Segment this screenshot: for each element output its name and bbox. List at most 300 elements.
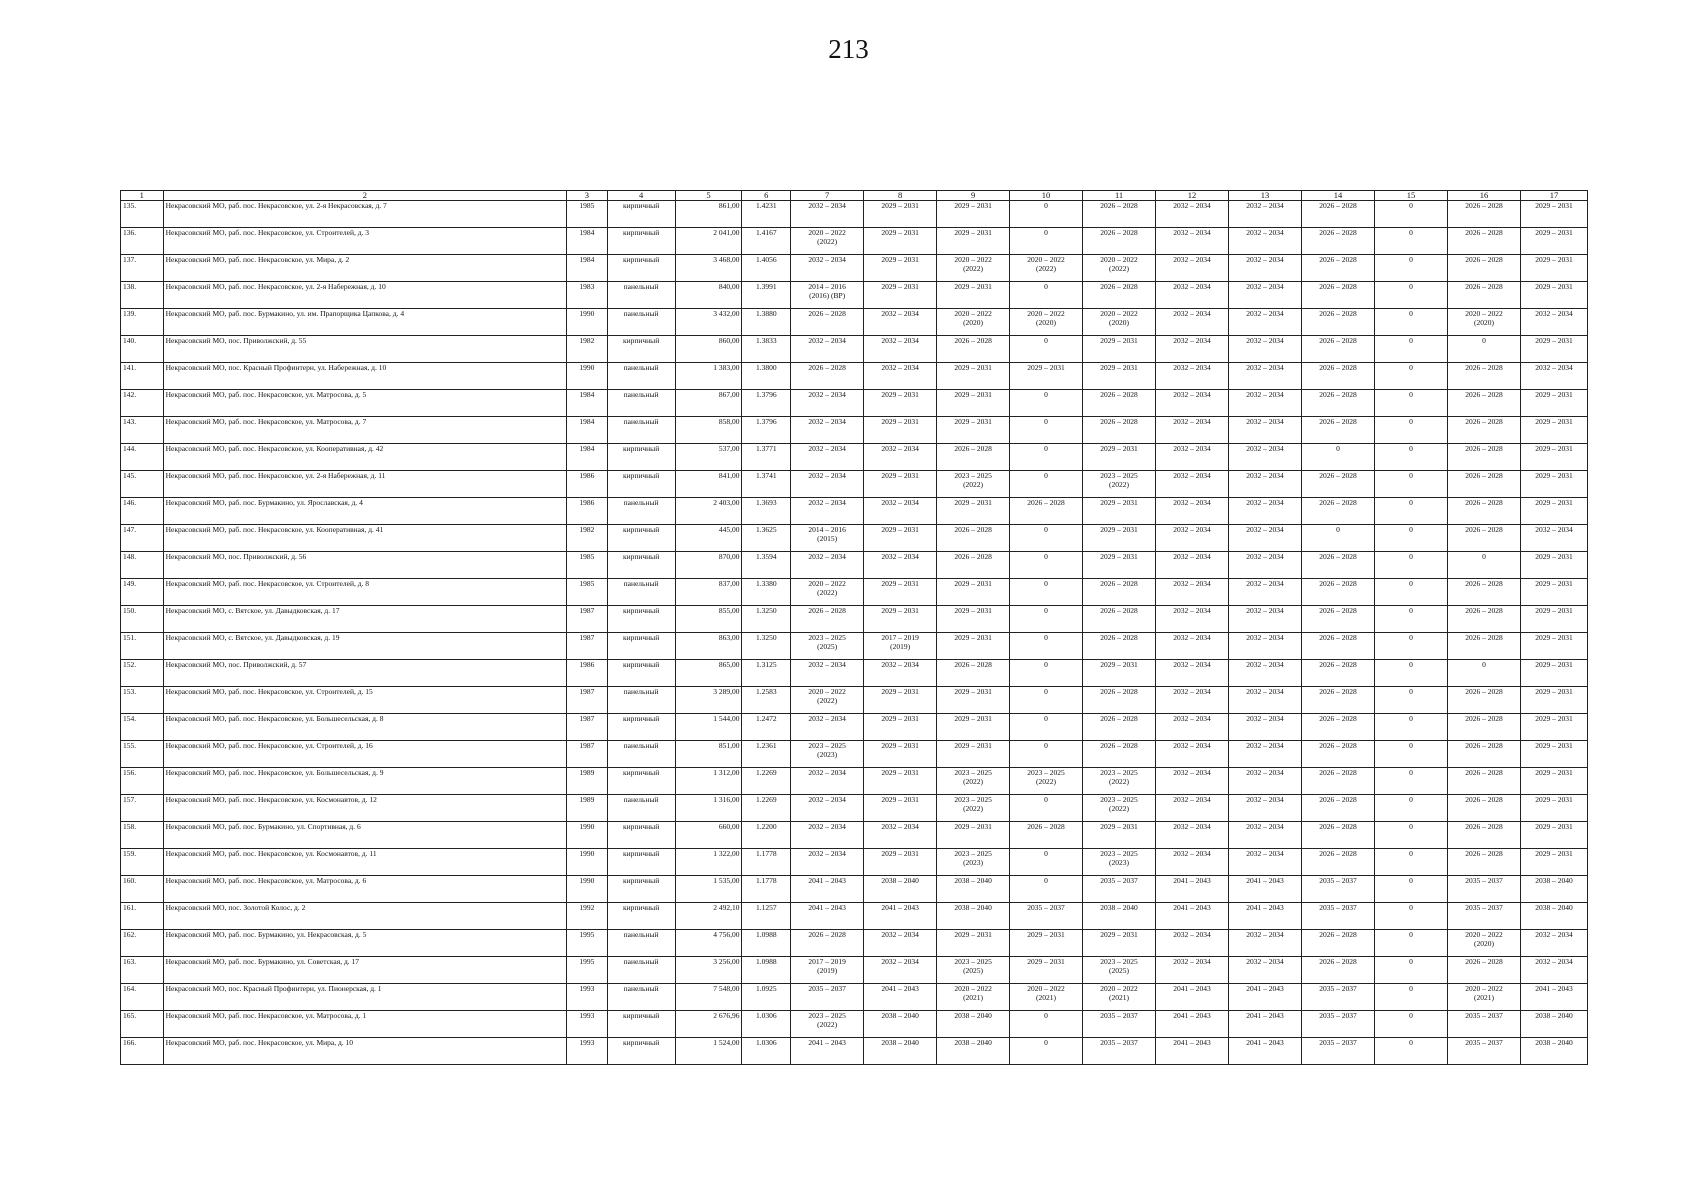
cell-text: Некрасовский МО, раб. пос. Некрасовское, ул. Строителей, д. 8 [165, 579, 370, 588]
table-cell [675, 633, 742, 660]
cell-text: 2032 – 2034 [1246, 336, 1284, 345]
table-cell [1083, 687, 1156, 714]
table-cell [1447, 903, 1520, 930]
table-cell [1520, 876, 1587, 903]
table-cell [1083, 822, 1156, 849]
table-cell [1156, 957, 1229, 984]
table-cell [1156, 687, 1229, 714]
cell-text: Некрасовский МО, раб. пос. Некрасовское, ул. Матросова, д. 6 [165, 876, 367, 885]
cell-text: 2041 – 2043 [1246, 903, 1284, 912]
cell-text: 2032 – 2034 [1173, 579, 1211, 588]
cell-text: 2029 – 2031 [954, 228, 992, 237]
row-number-cell [121, 201, 164, 228]
table-cell [1229, 525, 1302, 552]
cell-text: 2035 – 2037 [1319, 903, 1357, 912]
cell-text: 2032 – 2034 [1535, 363, 1573, 372]
table-cell [1520, 687, 1587, 714]
cell-text: 2032 – 2034 [1173, 201, 1211, 210]
row-number-cell [121, 957, 164, 984]
cell-text: 1.2472 [755, 714, 777, 723]
row-number-cell [121, 309, 164, 336]
cell-text: 2038 – 2040 [881, 1038, 919, 1047]
cell-text: 2026 – 2028 [1465, 822, 1503, 831]
table-cell [607, 633, 675, 660]
cell-text: 2026 – 2028 [1319, 309, 1357, 318]
column-header: 8 [864, 191, 937, 201]
row-number-cell [121, 795, 164, 822]
cell-text: 2032 – 2034 [1246, 498, 1284, 507]
table-cell [864, 984, 937, 1011]
cell-text: 2026 – 2028 [1319, 579, 1357, 588]
table-cell [864, 390, 937, 417]
table-cell [1156, 201, 1229, 228]
cell-text: 3 432,00 [713, 309, 740, 318]
table-cell [742, 795, 791, 822]
cell-text: 2029 – 2031 [1535, 660, 1573, 669]
table-cell [864, 957, 937, 984]
table-row [121, 471, 1588, 498]
cell-text: 2029 – 2031 [1535, 687, 1573, 696]
table-cell [1302, 1038, 1375, 1065]
cell-text: 2026 – 2028 [1465, 498, 1503, 507]
cell-text: 2032 – 2034 [808, 768, 846, 777]
cell-text: 2041 – 2043 [1246, 1038, 1284, 1047]
cell-text: 2026 – 2028 [1319, 336, 1357, 345]
table-cell [742, 309, 791, 336]
cell-text: кирпичный [622, 336, 660, 345]
table-cell [742, 984, 791, 1011]
table-cell [1010, 984, 1083, 1011]
cell-text: 142. [123, 390, 137, 399]
table-cell [937, 336, 1010, 363]
table-cell [937, 714, 1010, 741]
cell-text: 1993 [579, 1011, 595, 1020]
cell-text: 2020 – 2022 (2022) [808, 228, 846, 246]
cell-text: 2038 – 2040 [954, 876, 992, 885]
table-row [121, 309, 1588, 336]
table-cell [1156, 498, 1229, 525]
cell-text: 162. [123, 930, 137, 939]
table-cell [675, 309, 742, 336]
cell-text: 164. [123, 984, 137, 993]
table-cell [675, 255, 742, 282]
cell-text: 7 548,00 [713, 984, 740, 993]
cell-text: 2038 – 2040 [1535, 876, 1573, 885]
cell-text: 147. [123, 525, 137, 534]
table-cell [791, 1038, 864, 1065]
column-header: 3 [567, 191, 608, 201]
cell-text: 0 [1409, 471, 1413, 480]
cell-text: 0 [1409, 903, 1413, 912]
cell-text: 2038 – 2040 [954, 903, 992, 912]
cell-text: 0 [1482, 660, 1486, 669]
cell-text: 0 [1044, 1011, 1048, 1020]
table-cell [937, 282, 1010, 309]
table-cell [1447, 444, 1520, 471]
table-cell [1520, 984, 1587, 1011]
table-row [121, 714, 1588, 741]
table-cell [1447, 984, 1520, 1011]
cell-text: Некрасовский МО, пос. Красный Профинтерн, ул. Набережная, д. 10 [165, 363, 387, 372]
table-cell [937, 417, 1010, 444]
cell-text: 2023 – 2025 (2022) [954, 768, 992, 786]
cell-text: Некрасовский МО, раб. пос. Некрасовское, ул. 2-я Некрасовская, д. 7 [165, 201, 387, 210]
table-cell [675, 363, 742, 390]
cell-text: 2026 – 2028 [1465, 714, 1503, 723]
cell-text: 2026 – 2028 [1100, 741, 1138, 750]
cell-text: 2029 – 2031 [1535, 255, 1573, 264]
cell-text: 1.3771 [755, 444, 777, 453]
cell-text: 2038 – 2040 [954, 1011, 992, 1020]
row-number-cell [121, 336, 164, 363]
cell-text: 867,00 [718, 390, 740, 399]
cell-text: 2032 – 2034 [1246, 201, 1284, 210]
cell-text: 2 492,10 [713, 903, 740, 912]
row-number-cell [121, 552, 164, 579]
table-cell [1229, 363, 1302, 390]
cell-text: 2032 – 2034 [881, 930, 919, 939]
address-cell [163, 633, 567, 660]
table-cell [937, 390, 1010, 417]
cell-text: 2023 – 2025 (2022) [1100, 471, 1138, 489]
table-cell [1010, 417, 1083, 444]
cell-text: 1990 [579, 876, 595, 885]
table-cell [567, 660, 608, 687]
table-cell [1229, 228, 1302, 255]
table-cell [937, 363, 1010, 390]
row-number-cell [121, 525, 164, 552]
cell-text: 2026 – 2028 [1319, 228, 1357, 237]
cell-text: 2032 – 2034 [1246, 930, 1284, 939]
table-cell [1010, 957, 1083, 984]
table-cell [1229, 876, 1302, 903]
table-cell [567, 255, 608, 282]
address-cell [163, 687, 567, 714]
cell-text: Некрасовский МО, раб. пос. Бурмакино, ул. Спортивная, д. 6 [165, 822, 361, 831]
table-cell [607, 228, 675, 255]
table-cell [864, 930, 937, 957]
table-cell [1229, 552, 1302, 579]
table-cell [675, 606, 742, 633]
table-cell [675, 390, 742, 417]
table-cell [1302, 984, 1375, 1011]
table-cell [1156, 363, 1229, 390]
cell-text: Некрасовский МО, раб. пос. Некрасовское, ул. Большесельская, д. 8 [165, 714, 384, 723]
cell-text: 2035 – 2037 [1465, 876, 1503, 885]
cell-text: 2026 – 2028 [1100, 687, 1138, 696]
table-cell [742, 687, 791, 714]
cell-text: 2026 – 2028 [1319, 390, 1357, 399]
table-cell [742, 633, 791, 660]
table-cell [1447, 525, 1520, 552]
cell-text: Некрасовский МО, с. Вятское, ул. Давыдковская, д. 17 [165, 606, 340, 615]
table-cell [567, 498, 608, 525]
cell-text: 2 041,00 [713, 228, 740, 237]
table-cell [937, 957, 1010, 984]
address-cell [163, 471, 567, 498]
cell-text: 2032 – 2034 [1246, 390, 1284, 399]
table-cell [1520, 633, 1587, 660]
table-cell [742, 903, 791, 930]
cell-text: 2032 – 2034 [1246, 444, 1284, 453]
cell-text: 149. [123, 579, 137, 588]
cell-text: 2029 – 2031 [881, 849, 919, 858]
table-cell [1520, 255, 1587, 282]
cell-text: Некрасовский МО, пос. Красный Профинтерн, ул. Пионерская, д. 1 [165, 984, 382, 993]
cell-text: 0 [1044, 525, 1048, 534]
table-cell [1156, 876, 1229, 903]
housing-table [120, 190, 1588, 1065]
table-cell [742, 255, 791, 282]
cell-text: 2029 – 2031 [881, 471, 919, 480]
cell-text: 2029 – 2031 [1535, 552, 1573, 561]
cell-text: 2023 – 2025 (2022) [954, 471, 992, 489]
cell-text: 1.3125 [755, 660, 777, 669]
cell-text: 2041 – 2043 [1246, 984, 1284, 993]
table-cell [791, 444, 864, 471]
cell-text: Некрасовский МО, пос. Золотой Колос, д. 2 [165, 903, 306, 912]
table-cell [1447, 687, 1520, 714]
table-cell [1229, 282, 1302, 309]
table-cell [937, 201, 1010, 228]
cell-text: 2029 – 2031 [881, 768, 919, 777]
cell-text: 2020 – 2022 (2021) [1100, 984, 1138, 1002]
table-cell [1447, 471, 1520, 498]
cell-text: Некрасовский МО, раб. пос. Некрасовское, ул. Большесельская, д. 9 [165, 768, 384, 777]
address-cell [163, 498, 567, 525]
table-cell [1156, 714, 1229, 741]
table-row [121, 228, 1588, 255]
table-cell [1302, 471, 1375, 498]
table-cell [1374, 984, 1447, 1011]
cell-text: 2032 – 2034 [1246, 525, 1284, 534]
table-row [121, 822, 1588, 849]
table-cell [791, 957, 864, 984]
cell-text: 0 [1409, 525, 1413, 534]
address-cell [163, 822, 567, 849]
address-cell [163, 660, 567, 687]
table-cell [937, 255, 1010, 282]
address-cell [163, 336, 567, 363]
table-cell [1447, 714, 1520, 741]
cell-text: 1.3991 [755, 282, 777, 291]
cell-text: 861,00 [718, 201, 740, 210]
cell-text: Некрасовский МО, раб. пос. Некрасовское, ул. Строителей, д. 3 [165, 228, 370, 237]
cell-text: 2026 – 2028 [1100, 201, 1138, 210]
cell-text: 1.3380 [755, 579, 777, 588]
cell-text: 2026 – 2028 [954, 660, 992, 669]
cell-text: 860,00 [718, 336, 740, 345]
cell-text: 2023 – 2025 (2022) [1027, 768, 1065, 786]
table-row [121, 417, 1588, 444]
cell-text: Некрасовский МО, раб. пос. Некрасовское, ул. 2-я Набережная, д. 11 [165, 471, 386, 480]
table-row [121, 552, 1588, 579]
row-number-cell [121, 363, 164, 390]
row-number-cell [121, 930, 164, 957]
table-cell [607, 201, 675, 228]
table-cell [1010, 606, 1083, 633]
table-cell [1083, 417, 1156, 444]
cell-text: 2029 – 2031 [954, 687, 992, 696]
cell-text: панельный [623, 579, 659, 588]
table-cell [675, 795, 742, 822]
table-cell [1520, 714, 1587, 741]
table-cell [742, 741, 791, 768]
cell-text: 2032 – 2034 [1173, 930, 1211, 939]
cell-text: 2029 – 2031 [881, 525, 919, 534]
table-cell [1302, 417, 1375, 444]
cell-text: 154. [123, 714, 137, 723]
cell-text: 840,00 [718, 282, 740, 291]
table-cell [1010, 822, 1083, 849]
header-row [121, 191, 1588, 201]
cell-text: 0 [1044, 444, 1048, 453]
table-cell [937, 903, 1010, 930]
cell-text: 2032 – 2034 [808, 255, 846, 264]
cell-text: 2026 – 2028 [1319, 741, 1357, 750]
table-cell [1010, 1038, 1083, 1065]
cell-text: 2026 – 2028 [1465, 282, 1503, 291]
cell-text: Некрасовский МО, с. Вятское, ул. Давыдковская, д. 19 [165, 633, 340, 642]
table-cell [1374, 741, 1447, 768]
cell-text: 1.3625 [755, 525, 777, 534]
cell-text: 1.0306 [755, 1038, 777, 1047]
cell-text: 2029 – 2031 [1027, 930, 1065, 939]
table-cell [937, 498, 1010, 525]
cell-text: кирпичный [622, 255, 660, 264]
table-cell [567, 903, 608, 930]
table-cell [864, 282, 937, 309]
table-cell [864, 876, 937, 903]
table-cell [791, 1011, 864, 1038]
table-cell [1302, 201, 1375, 228]
cell-text: 1.3796 [755, 390, 777, 399]
cell-text: 0 [1409, 822, 1413, 831]
table-cell [1156, 579, 1229, 606]
address-cell [163, 714, 567, 741]
cell-text: 0 [1044, 849, 1048, 858]
table-cell [675, 579, 742, 606]
table-cell [1447, 363, 1520, 390]
table-cell [1229, 930, 1302, 957]
cell-text: 0 [1044, 201, 1048, 210]
cell-text: 2026 – 2028 [1027, 498, 1065, 507]
table-cell [864, 714, 937, 741]
cell-text: 2029 – 2031 [954, 606, 992, 615]
address-cell [163, 849, 567, 876]
cell-text: 2020 – 2022 (2022) [954, 255, 992, 273]
cell-text: 0 [1409, 1038, 1413, 1047]
table-cell [1156, 984, 1229, 1011]
cell-text: 858,00 [718, 417, 740, 426]
table-cell [1447, 795, 1520, 822]
cell-text: 2026 – 2028 [1319, 471, 1357, 480]
cell-text: 2026 – 2028 [1319, 714, 1357, 723]
table-cell [1302, 903, 1375, 930]
cell-text: 2023 – 2025 (2025) [808, 633, 846, 651]
cell-text: 2029 – 2031 [881, 714, 919, 723]
cell-text: 0 [1044, 606, 1048, 615]
table-cell [1229, 741, 1302, 768]
table-cell [1010, 309, 1083, 336]
table-cell [864, 741, 937, 768]
table-cell [791, 768, 864, 795]
cell-text: Некрасовский МО, раб. пос. Некрасовское, ул. Строителей, д. 15 [165, 687, 373, 696]
cell-text: 2020 – 2022 (2022) [1027, 255, 1065, 273]
cell-text: 2041 – 2043 [1173, 876, 1211, 885]
cell-text: 660,00 [718, 822, 740, 831]
cell-text: 2032 – 2034 [1173, 957, 1211, 966]
table-cell [1447, 1038, 1520, 1065]
table-cell [937, 228, 1010, 255]
table-cell [742, 849, 791, 876]
table-cell [567, 417, 608, 444]
table-cell [1010, 471, 1083, 498]
table-cell [1229, 849, 1302, 876]
cell-text: 2032 – 2034 [881, 336, 919, 345]
cell-text: 156. [123, 768, 137, 777]
cell-text: 1993 [579, 1038, 595, 1047]
table-cell [1083, 390, 1156, 417]
table-cell [1010, 444, 1083, 471]
cell-text: 2026 – 2028 [1465, 606, 1503, 615]
cell-text: 2026 – 2028 [1465, 957, 1503, 966]
cell-text: 2029 – 2031 [1535, 498, 1573, 507]
table-cell [1083, 957, 1156, 984]
table-cell [1302, 660, 1375, 687]
table-cell [937, 876, 1010, 903]
table-cell [1156, 903, 1229, 930]
cell-text: 1 312,00 [713, 768, 740, 777]
table-cell [1229, 417, 1302, 444]
cell-text: панельный [623, 363, 659, 372]
cell-text: 1.3796 [755, 417, 777, 426]
table-cell [1302, 336, 1375, 363]
row-number-cell [121, 768, 164, 795]
cell-text: 0 [1044, 660, 1048, 669]
table-cell [1302, 849, 1375, 876]
table-cell [937, 552, 1010, 579]
table-cell [937, 741, 1010, 768]
cell-text: 2020 – 2022 (2020) [1465, 930, 1503, 948]
cell-text: Некрасовский МО, раб. пос. Бурмакино, ул. им. Прапорщика Цапкова, д. 4 [165, 309, 405, 318]
cell-text: 145. [123, 471, 137, 480]
table-cell [567, 201, 608, 228]
table-cell [1302, 444, 1375, 471]
table-cell [1302, 687, 1375, 714]
cell-text: 2038 – 2040 [954, 1038, 992, 1047]
cell-text: 2029 – 2031 [1100, 660, 1138, 669]
table-cell [1374, 876, 1447, 903]
table-cell [675, 957, 742, 984]
table-cell [607, 768, 675, 795]
address-cell [163, 228, 567, 255]
cell-text: 2032 – 2034 [1246, 768, 1284, 777]
table-cell [1156, 444, 1229, 471]
cell-text: 1.1778 [755, 876, 777, 885]
table-cell [1156, 471, 1229, 498]
table-cell [567, 984, 608, 1011]
cell-text: 2029 – 2031 [881, 390, 919, 399]
table-cell [864, 228, 937, 255]
table-cell [1156, 525, 1229, 552]
table-cell [567, 606, 608, 633]
table-cell [1520, 579, 1587, 606]
cell-text: 140. [123, 336, 137, 345]
table-cell [1374, 822, 1447, 849]
cell-text: 2032 – 2034 [1173, 714, 1211, 723]
cell-text: 2026 – 2028 [1465, 768, 1503, 777]
